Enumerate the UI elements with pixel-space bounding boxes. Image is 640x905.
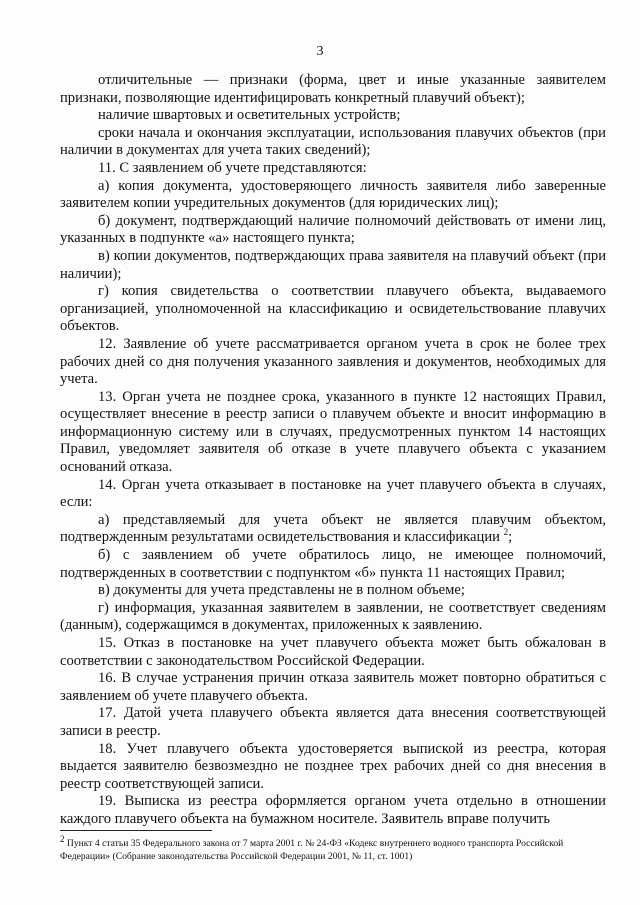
paragraph: 18. Учет плавучего объекта удостоверяется выпиской из реестра, которая выдается заявителю безвозмездно не позднее трех рабочих дней со дня внесения в реестр соответствующей записи. (60, 740, 606, 792)
page-number: 3 (316, 44, 324, 59)
footnote (60, 833, 606, 863)
paragraph: 13. Орган учета не позднее срока, указанного в пункте 12 настоящих Правил, осуществляет внесение в реестр записи о плавучем объекте и вносит информацию в информационную систему или в случаях, предусмотренных пунктом 14 настоящих Правил, уведомляет заявителя об отказе в учете плавучего объекта с указанием оснований отказа. (60, 388, 606, 476)
paragraph: 14. Орган учета отказывает в постановке на учет плавучего объекта в случаях, если: (60, 476, 606, 511)
paragraph: б) документ, подтверждающий наличие полномочий действовать от имени лиц, указанных в подпункте «а» настоящего пункта; (60, 212, 606, 247)
paragraph: г) копия свидетельства о соответствии плавучего объекта, выдаваемого организацией, уполномоченной на классификацию и освидетельствование плавучих объектов. (60, 283, 606, 335)
document-body (60, 72, 606, 829)
paragraph: 17. Датой учета плавучего объекта является дата внесения соответствующей записи в реестр. (60, 705, 606, 739)
footnote-marker: 2 (60, 833, 65, 844)
paragraph: 11. С заявлением об учете представляются: (98, 159, 367, 176)
paragraph: отличительные — признаки (форма, цвет и иные указанные заявителем признаки, позволяющие идентифицировать конкретный плавучий объект); (60, 72, 606, 106)
paragraph: сроки начала и окончания эксплуатации, использования плавучих объектов (при наличии в документах для учета таких сведений); (60, 124, 606, 159)
paragraph: а) копия документа, удостоверяющего личность заявителя либо заверенные заявителем копии учредительных документов (для юридических лиц); (60, 177, 606, 212)
paragraph: 16. В случае устранения причин отказа заявитель может повторно обратиться с заявлением об учете плавучего объекта. (60, 670, 606, 704)
paragraph: наличие швартовых и осветительных устройств; (98, 107, 401, 124)
paragraph: 19. Выписка из реестра оформляется органом учета отдельно в отношении каждого плавучего объекта на бумажном носителе. Заявитель вправе получить (60, 793, 606, 827)
paragraph: г) информация, указанная заявителем в заявлении, не соответствует сведениям (данным), содержащимся в документах, приложенных к заявлению. (60, 599, 606, 634)
paragraph: в) копии документов, подтверждающих права заявителя на плавучий объект (при наличии); (60, 247, 606, 282)
paragraph: 15. Отказ в постановке на учет плавучего объекта может быть обжалован в соответствии с законодательством Российской Федерации. (60, 635, 606, 669)
paragraph-text: а) представляемый для учета объект не является плавучим объектом, подтвержденным результатами освидетельствования и классификации (60, 511, 606, 546)
paragraph: 12. Заявление об учете рассматривается органом учета в срок не более трех рабочих дней со дня получения указанного заявления и документов, необходимых для учета. (60, 335, 606, 388)
paragraph: б) с заявлением об учете обратилось лицо, не имеющее полномочий, подтвержденных в соответствии с подпунктом «б» пункта 11 настоящих Правил; (60, 547, 606, 581)
paragraph: в) документы для учета представлены не в полном объеме; (98, 582, 465, 599)
footnote-reference[interactable]: 2 (503, 527, 509, 538)
footnote-divider (60, 830, 212, 831)
paragraph-end: ; (508, 529, 513, 546)
footnote-text: Пункт 4 статьи 35 Федерального закона от 7 марта 2001 г. № 24-ФЗ «Кодекс внутреннего водного транспорта Российской Федерации» (Собрание законодательства Российской Федерации 2001, № 11, ст. 1001) (60, 838, 564, 862)
paragraph-with-footnote (60, 512, 606, 547)
